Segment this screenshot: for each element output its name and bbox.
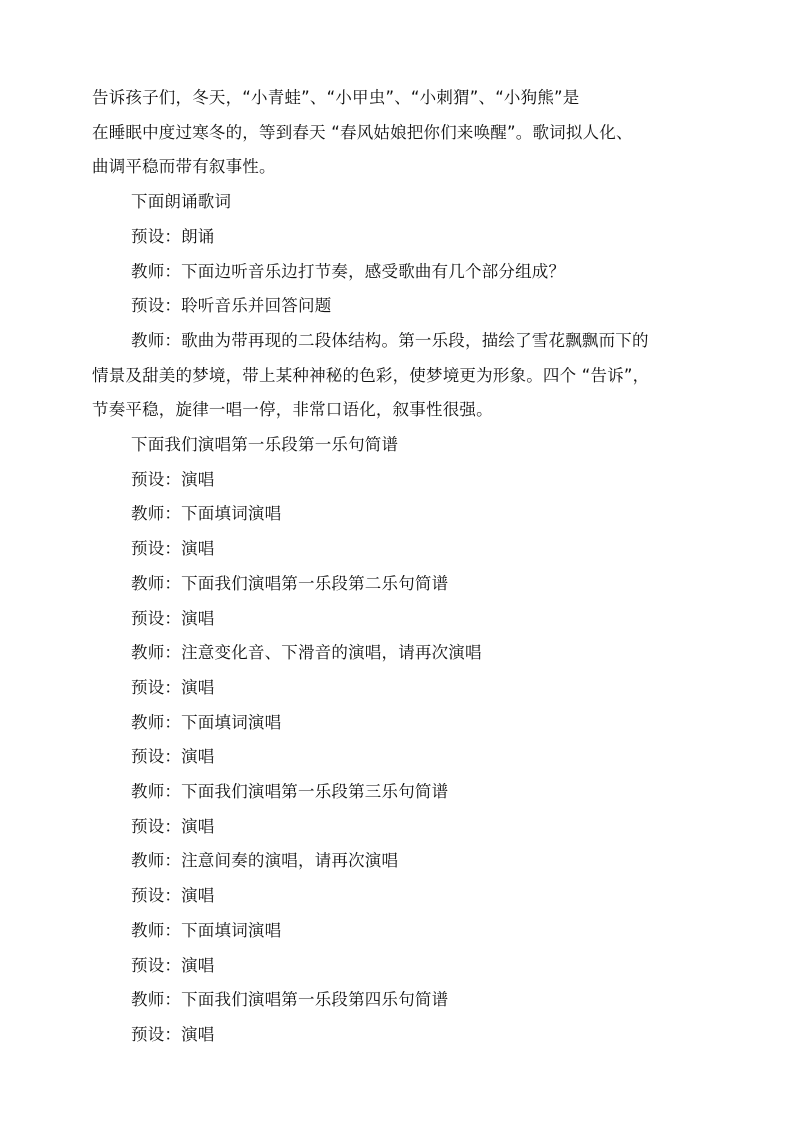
text-line: 预设：演唱 — [131, 886, 215, 905]
text-line: 教师：歌曲为带再现的二段体结构。第一乐段，描绘了雪花飘飘而下的 — [131, 331, 649, 350]
text-line: 在睡眠中度过寒冬的，等到春天 “春风姑娘把你们来唤醒”。歌词拟人化、 — [92, 123, 633, 142]
text-line: 教师：注意间奏的演唱，请再次演唱 — [131, 851, 399, 870]
text-line: 预设：朗诵 — [131, 227, 215, 246]
text-line: 预设：演唱 — [131, 817, 215, 836]
text-line: 情景及甜美的梦境，带上某种神秘的色彩，使梦境更为形象。四个 “告诉”， — [92, 366, 650, 385]
text-line: 教师：注意变化音、下滑音的演唱，请再次演唱 — [131, 643, 482, 662]
text-line: 下面我们演唱第一乐段第一乐句简谱 — [131, 435, 399, 454]
text-line: 教师：下面我们演唱第一乐段第三乐句简谱 — [131, 782, 449, 801]
text-line: 教师：下面我们演唱第一乐段第四乐句简谱 — [131, 990, 449, 1009]
text-line: 预设：聆听音乐并回答问题 — [131, 296, 332, 315]
text-line: 预设：演唱 — [131, 1025, 215, 1044]
text-line: 预设：演唱 — [131, 956, 215, 975]
text-line: 教师：下面我们演唱第一乐段第二乐句简谱 — [131, 574, 449, 593]
text-line: 预设：演唱 — [131, 747, 215, 766]
text-line: 教师：下面填词演唱 — [131, 504, 282, 523]
text-line: 教师：下面填词演唱 — [131, 713, 282, 732]
text-line: 告诉孩子们，冬天，“小青蛙”、“小甲虫”、“小刺猬”、“小狗熊”是 — [92, 88, 580, 107]
text-line: 预设：演唱 — [131, 539, 215, 558]
text-line: 教师：下面填词演唱 — [131, 921, 282, 940]
text-line: 预设：演唱 — [131, 678, 215, 697]
text-line: 预设：演唱 — [131, 470, 215, 489]
text-line: 节奏平稳，旋律一唱一停，非常口语化，叙事性很强。 — [92, 400, 493, 419]
text-line: 下面朗诵歌词 — [131, 192, 232, 211]
text-line: 预设：演唱 — [131, 609, 215, 628]
text-line: 曲调平稳而带有叙事性。 — [92, 157, 276, 176]
text-line: 教师：下面边听音乐边打节奏，感受歌曲有几个部分组成？ — [131, 262, 566, 281]
